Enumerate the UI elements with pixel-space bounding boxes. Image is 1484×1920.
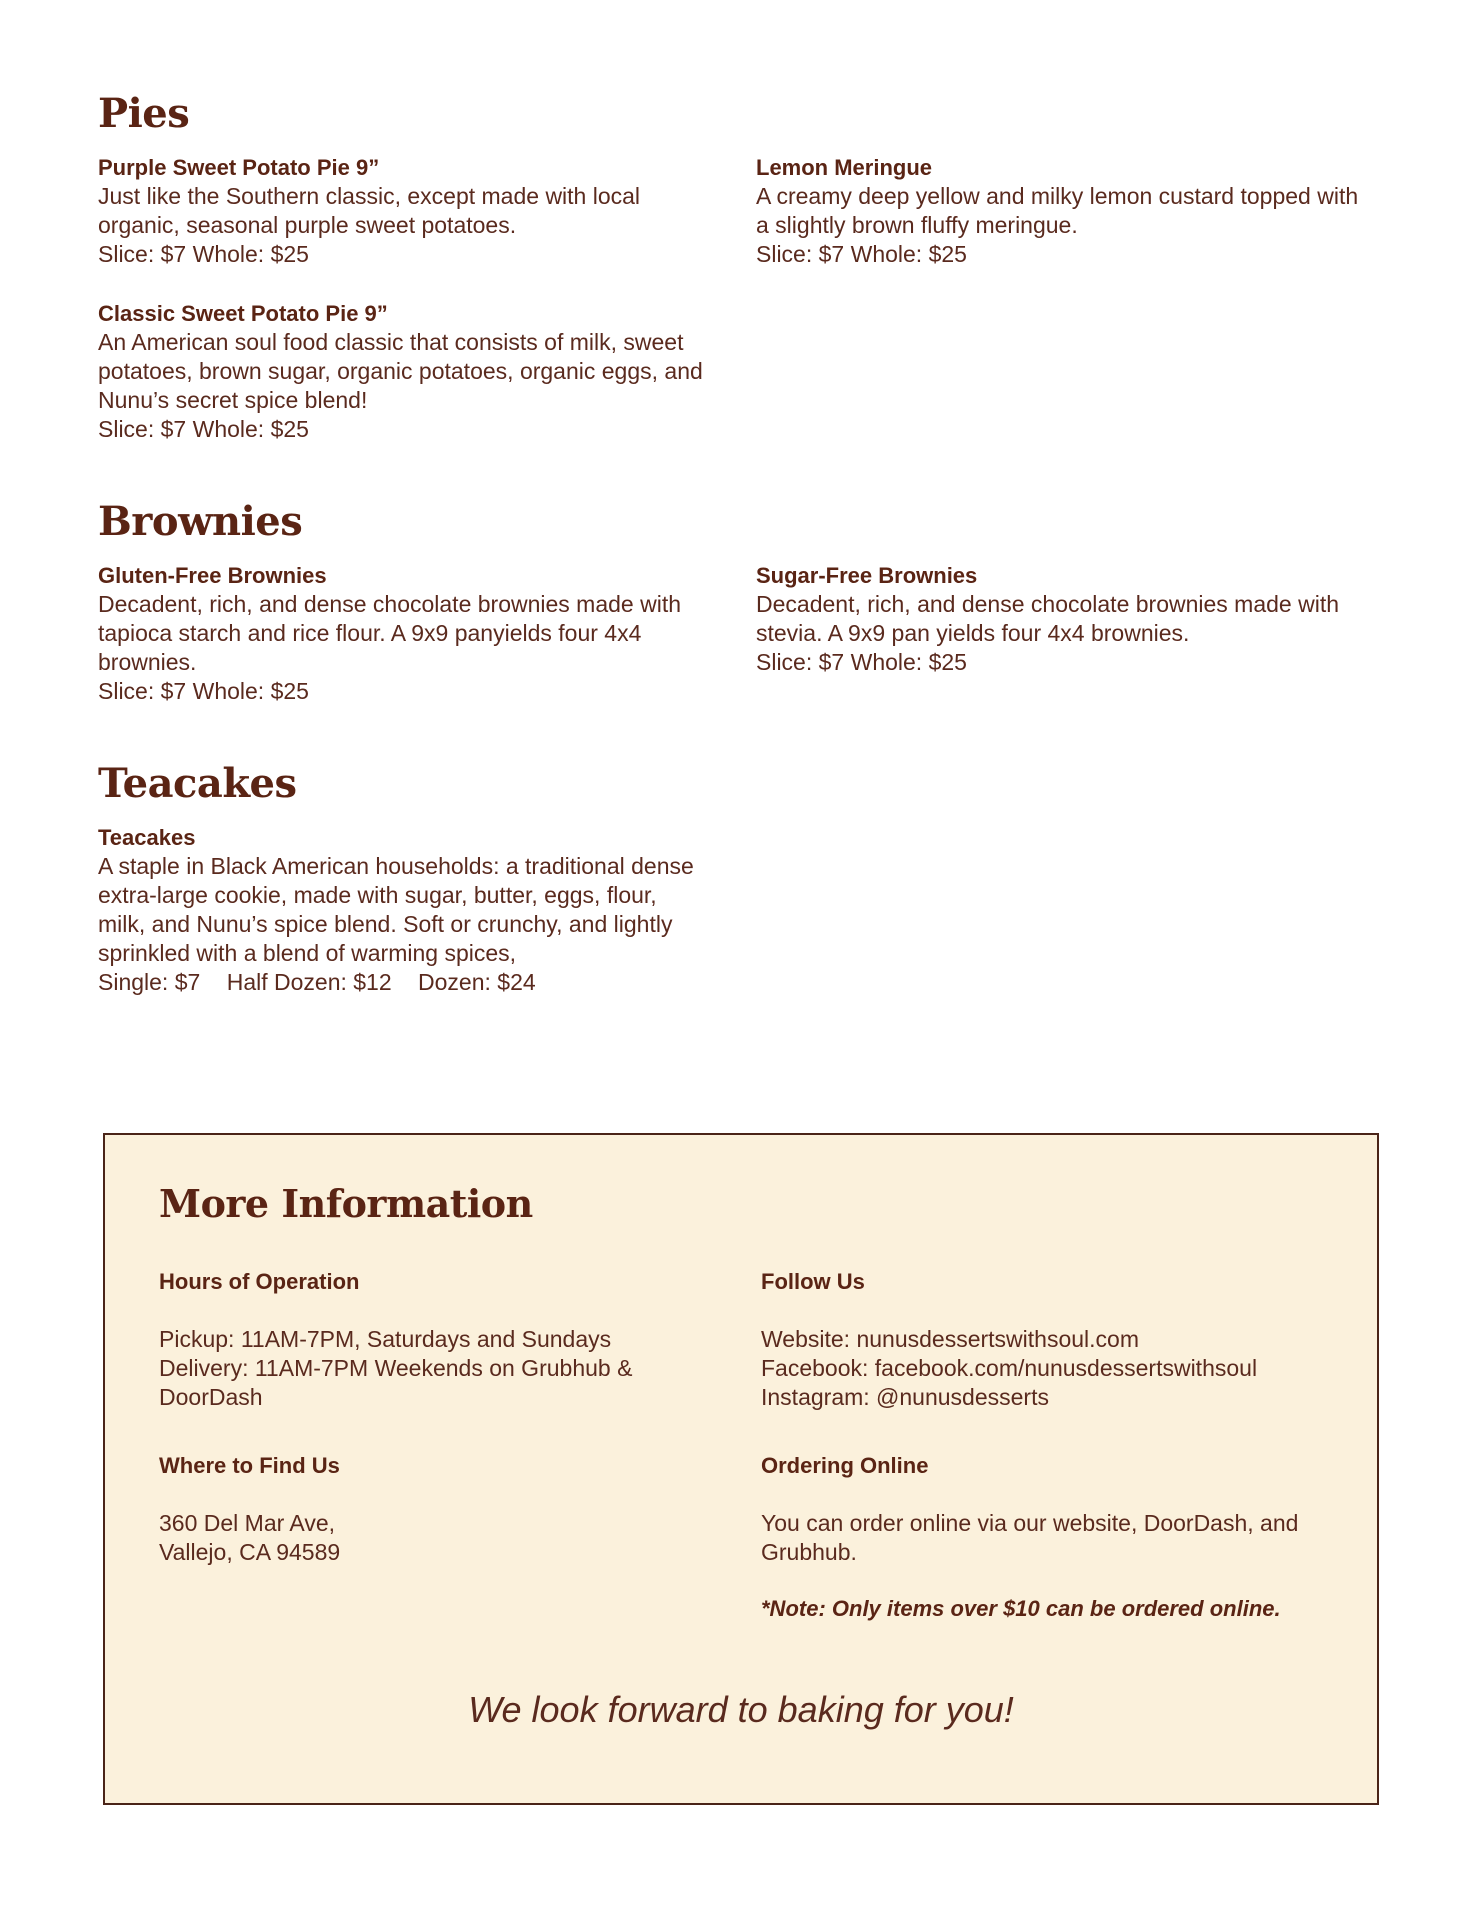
price-dozen: Dozen: $24: [418, 969, 536, 995]
item-price: Slice: $7 Whole: $25: [98, 241, 309, 267]
info-title: More Information: [159, 1181, 533, 1226]
info-column-right: [761, 1267, 1341, 1661]
ordering-heading: Ordering Online: [761, 1453, 929, 1478]
brownies-section: [98, 498, 1388, 706]
item-name: Gluten-Free Brownies: [98, 563, 327, 588]
item-description: An American soul food classic that consists of milk, sweet potatoes, brown sugar, organic potatoes, organic eggs, and Nunu’s secret spice blend!: [98, 329, 703, 413]
follow-heading: Follow Us: [761, 1269, 865, 1294]
info-column-left: [159, 1267, 719, 1606]
item-description: A creamy deep yellow and milky lemon custard topped with a slightly brown fluffy meringue.: [756, 183, 1359, 238]
menu-item: [756, 561, 1356, 677]
item-price: Slice: $7 Whole: $25: [98, 678, 309, 704]
ordering-block: [761, 1451, 1341, 1622]
item-description: Decadent, rich, and dense chocolate brownies made with stevia. A 9x9 pan yields four 4x4 brownies.: [756, 591, 1340, 646]
ordering-text: You can order online via our website, DoorDash, and Grubhub.: [761, 1510, 1299, 1565]
item-name: Lemon Meringue: [756, 155, 933, 180]
more-information-box: [103, 1133, 1379, 1805]
ordering-note: *Note: Only items over $10 can be ordered online.: [761, 1596, 1281, 1621]
item-name: Purple Sweet Potato Pie 9”: [98, 155, 380, 180]
menu-item: [98, 153, 756, 269]
price-half-dozen: Half Dozen: $12: [226, 969, 392, 995]
menu-item: [756, 153, 1359, 269]
price-single: Single: $7: [98, 969, 201, 995]
item-price: Slice: $7 Whole: $25: [98, 416, 309, 442]
item-price: Slice: $7 Whole: $25: [756, 241, 967, 267]
website-link[interactable]: Website: nunusdessertswithsoul.com: [761, 1326, 1139, 1352]
item-name: Teacakes: [98, 825, 196, 850]
menu-page: [98, 90, 1388, 1051]
facebook-link[interactable]: Facebook: facebook.com/nunusdessertswithsoul: [761, 1355, 1258, 1381]
delivery-hours: Delivery: 11AM-7PM Weekends on Grubhub & DoorDash: [159, 1355, 633, 1410]
section-title-pies: Pies: [98, 90, 190, 137]
item-name: Classic Sweet Potato Pie 9”: [98, 301, 388, 326]
pickup-hours: Pickup: 11AM-7PM, Saturdays and Sundays: [159, 1326, 612, 1352]
hours-block: [159, 1267, 719, 1412]
menu-item: [98, 823, 1388, 997]
follow-block: [761, 1267, 1341, 1412]
item-description: Just like the Southern classic, except made with local organic, seasonal purple sweet potatoes.: [98, 183, 641, 238]
teacakes-section: [98, 760, 1388, 997]
section-title-brownies: Brownies: [98, 498, 303, 545]
location-block: [159, 1451, 719, 1567]
item-price: [98, 968, 1388, 997]
menu-item: [98, 561, 756, 706]
item-description: A staple in Black American households: a traditional dense extra-large cookie, made with sugar, butter, eggs, flour, milk, and Nunu’s spice blend. Soft or crunchy, and lightly sprinkled with a blend of warming spices,: [98, 853, 694, 966]
menu-item: [98, 299, 756, 444]
address-line-1: 360 Del Mar Ave,: [159, 1510, 336, 1536]
item-price: Slice: $7 Whole: $25: [756, 649, 967, 675]
location-heading: Where to Find Us: [159, 1453, 340, 1478]
section-title-teacakes: Teacakes: [98, 760, 297, 807]
address-line-2: Vallejo, CA 94589: [159, 1539, 341, 1565]
item-name: Sugar-Free Brownies: [756, 563, 978, 588]
item-description: Decadent, rich, and dense chocolate brownies made with tapioca starch and rice flour. A 9x9 panyields four 4x4 brownies.: [98, 591, 682, 675]
pies-section: [98, 90, 1388, 444]
hours-heading: Hours of Operation: [159, 1269, 360, 1294]
instagram-link[interactable]: Instagram: @nunusdesserts: [761, 1384, 1049, 1410]
closing-message: We look forward to baking for you!: [468, 1689, 1014, 1730]
